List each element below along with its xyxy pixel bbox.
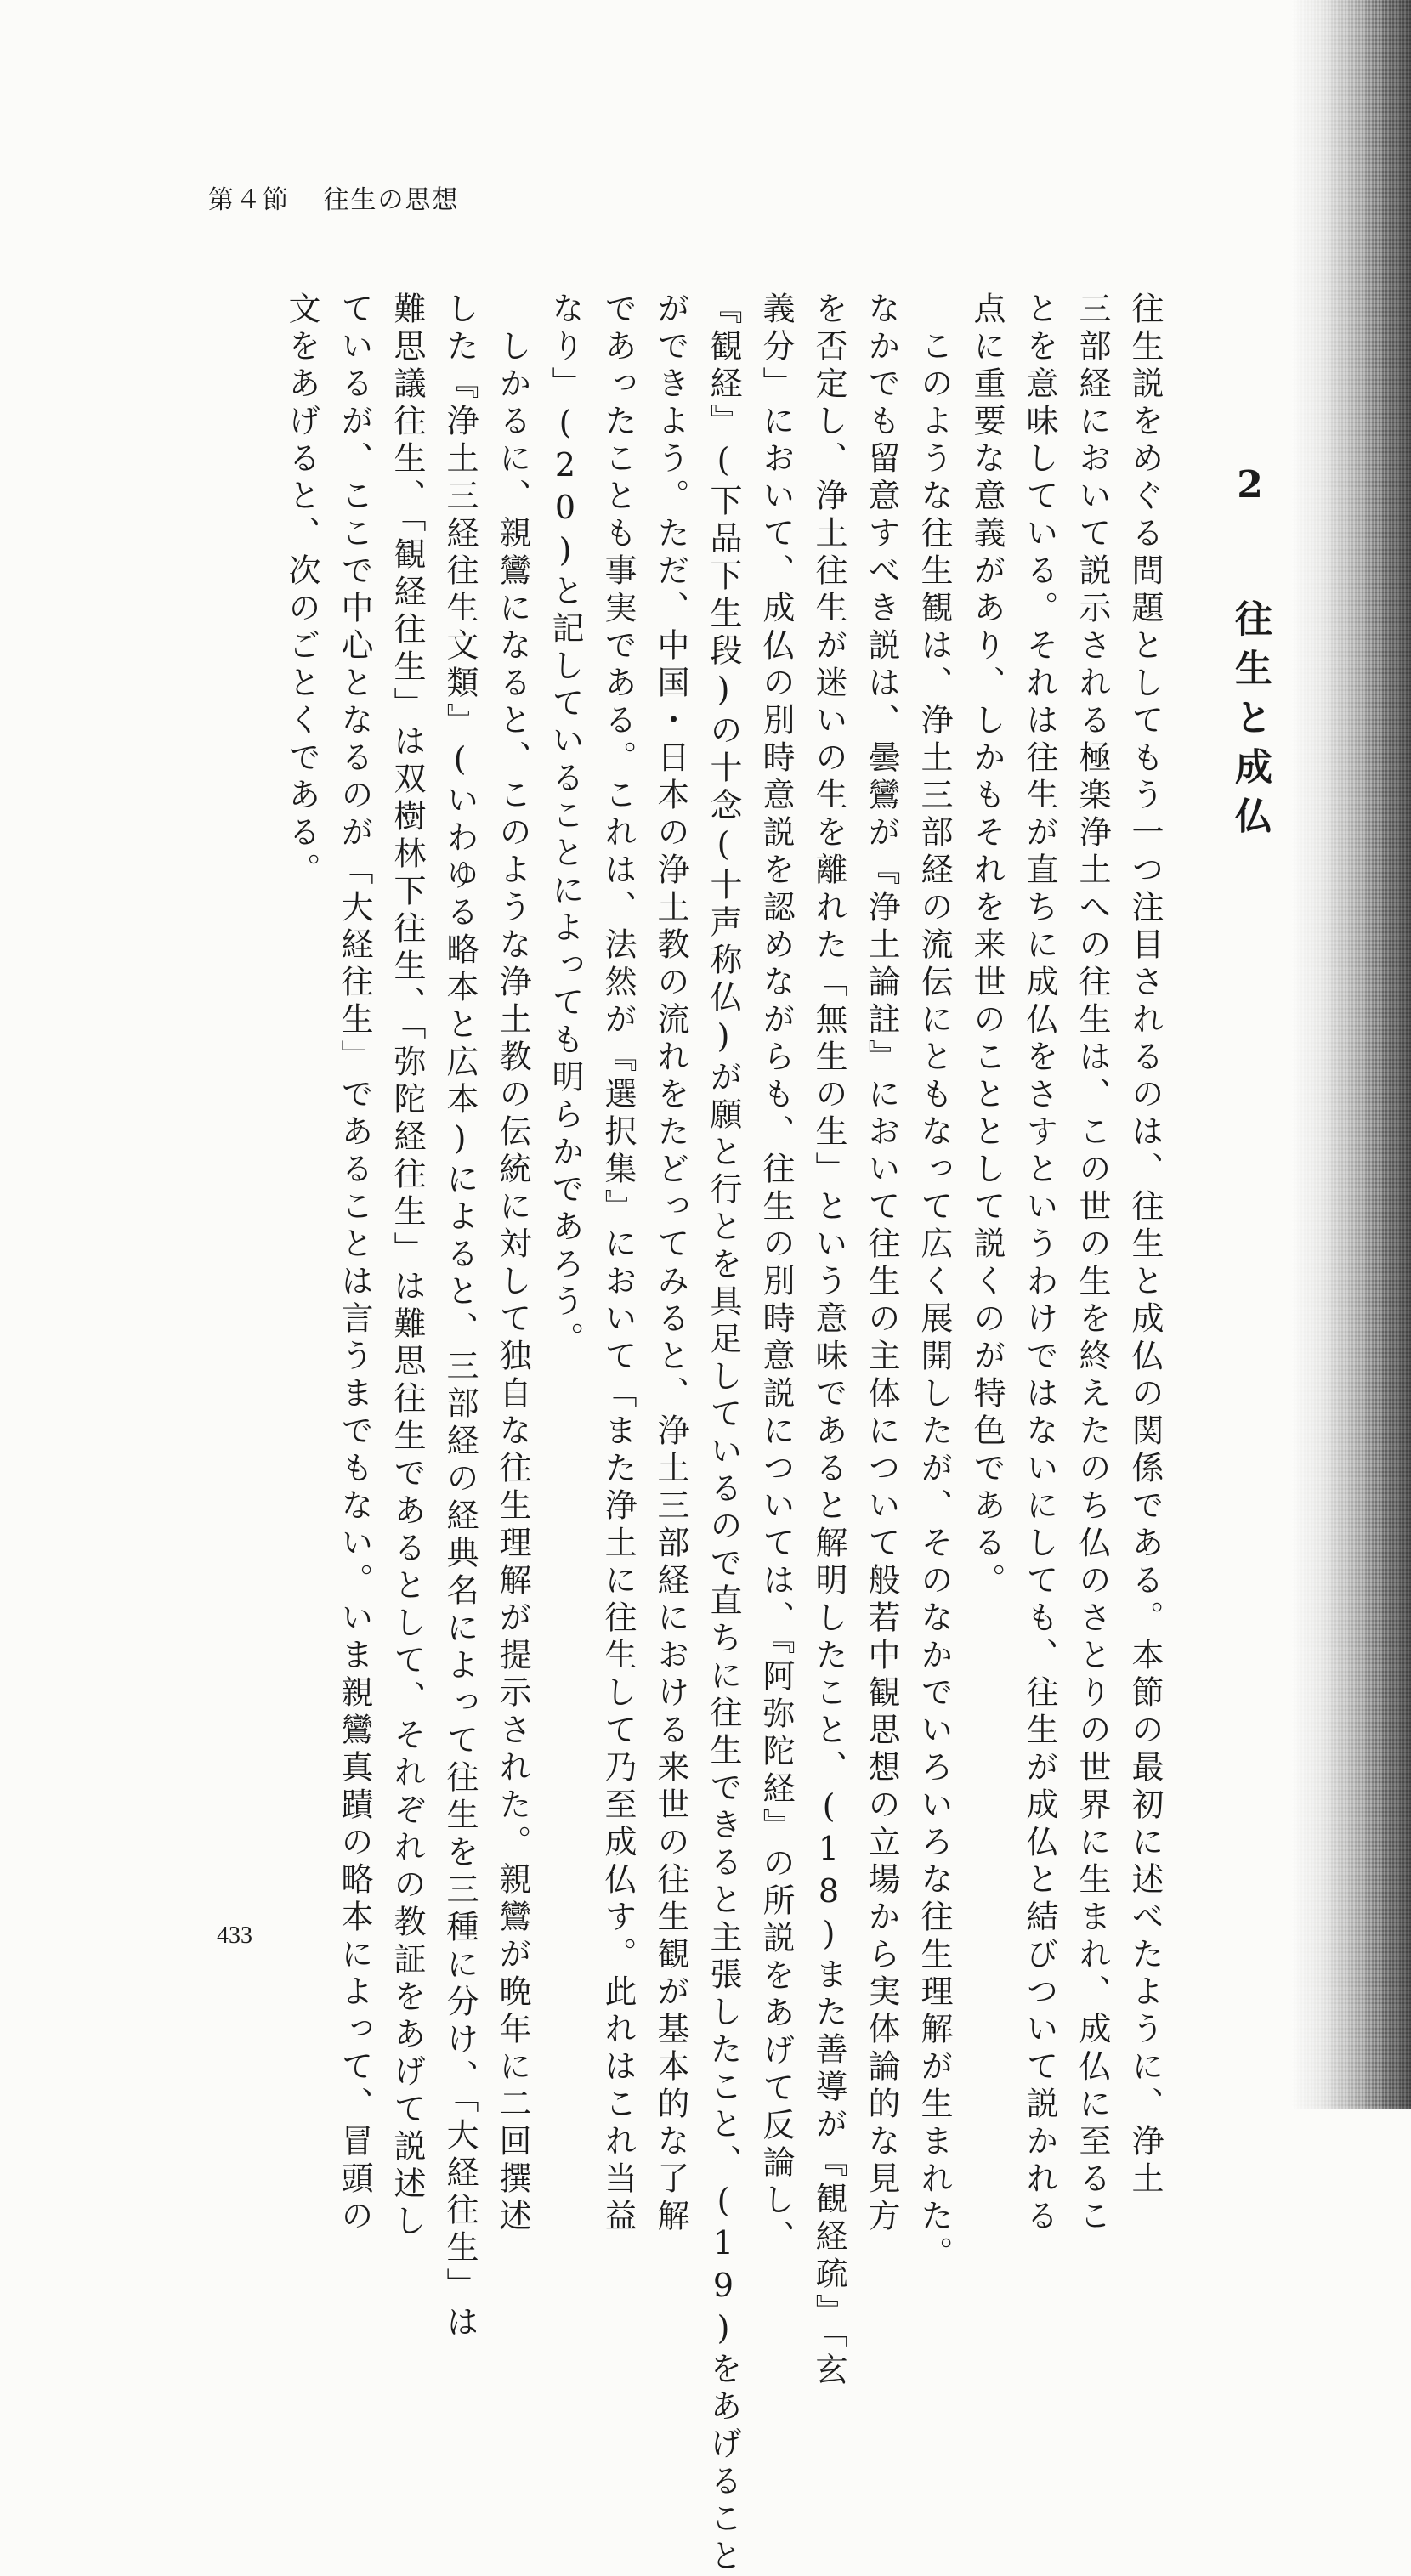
body-column: を否定し、浄土往生が迷いの生を離れた「無生の生」という意味であると解明したこと、(18)また善導が『観経疏』「玄 [810,292,847,2390]
body-column: 文をあげると、次のごとくである。 [283,292,320,890]
body-column: であったことも事実である。これは、法然が『選択集』において「また浄土に往生して乃至成仏す。此れはこれ当益 [599,292,637,2236]
body-column: 義分」において、成仏の別時意説を認めながらも、往生の別時意説については、『阿弥陀経』の所説をあげて反論し、 [757,292,795,2257]
running-head [208,178,460,216]
body-column: 往生説をめぐる問題としてもう一つ注目されるのは、往生と成仏の関係である。本節の最初に述べたように、浄土 [1126,292,1164,2199]
section-heading-title: 往生と成仏 [1228,599,1272,846]
body-column: なり」(20)と記していることによっても明らかであろう。 [547,292,584,1359]
page-number: 433 [217,1922,252,1949]
body-column: しかるに、親鸞になると、このような浄土教の伝統に対して独自な往生理解が提示された。親鸞が晩年に二回撰述 [494,292,531,2236]
section-heading-number: 2 [1228,463,1272,518]
body-column: 難思議往生、「観経往生」は双樹林下往生、「弥陀経往生」は難思往生であるとして、それぞれの教証をあげて説述し [388,292,426,2241]
body-column: 点に重要な意義があり、しかもそれを来世のこととして説くのが特色である。 [968,292,1006,1600]
section-heading [1222,463,1277,846]
body-column: ているが、ここで中心となるのが「大経往生」であることは言うまでもない。いま親鸞真蹟の略本によって、冒頭の [336,292,373,2236]
body-column: このような往生観は、浄土三部経の流伝にともなって広く展開したが、そのなかでいろいろな往生理解が生まれた。 [915,292,953,2273]
scan-page-edge-shadow [1292,0,1411,2109]
body-column: とを意味している。それは往生が直ちに成仏をさすというわけではないにしても、往生が成仏と結びついて説かれる [1021,292,1058,2236]
body-column: ができよう。ただ、中国・日本の浄土教の流れをたどってみると、浄土三部経における来世の往生観が基本的な了解 [652,292,689,2236]
body-column: 『観経』(下品下生段)の十念(十声称仏)が願と行とを具足しているので直ちに往生できると主張したこと、(19)をあげること [705,292,742,2576]
body-column: なかでも留意すべき説は、曇鸞が『浄土論註』において往生の主体について般若中観思想の立場から実体論的な見方 [863,292,900,2236]
running-head-section: 第４節 [208,185,290,215]
running-head-title: 往生の思想 [323,185,460,215]
body-column: 三部経において説示される極楽浄土への往生は、この世の生を終えたのち仏のさとりの世界に生まれ、成仏に至るこ [1074,292,1111,2236]
body-column: した『浄土三経往生文類』(いわゆる略本と広本)によると、三部経の経典名によって往生を三種に分け、「大経往生」は [441,292,479,2342]
